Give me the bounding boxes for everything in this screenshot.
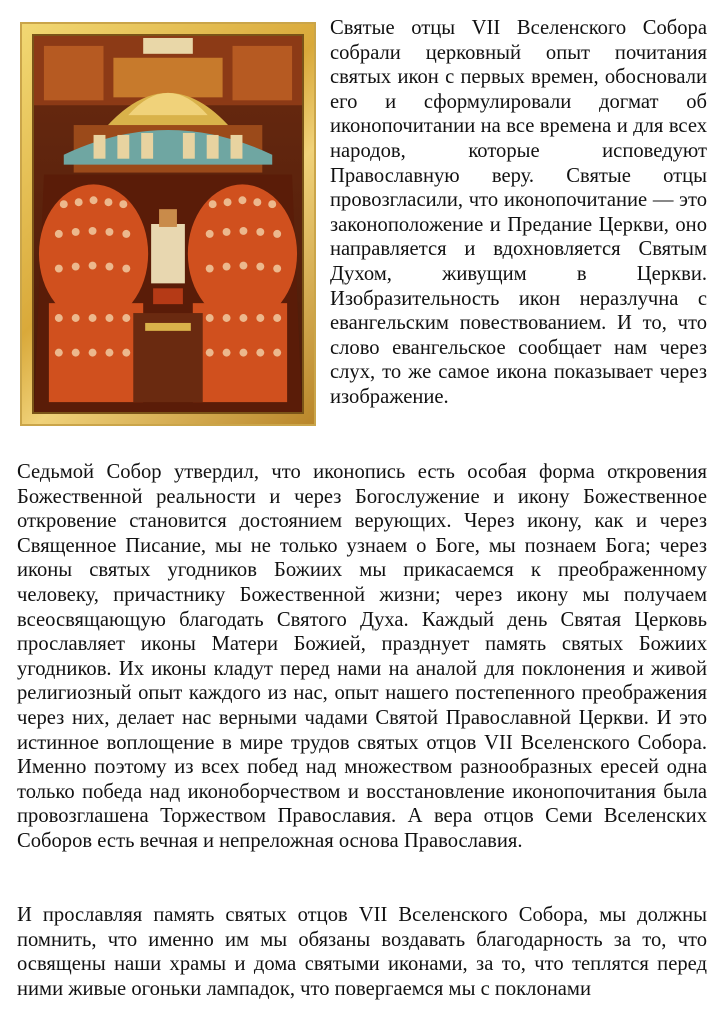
- closing-paragraph: И прославляя память святых отцов VII Вселенского Собора, мы должны помнить, что именно им мы обязаны воздавать благодарность за то, что освящены наши храмы и дома святыми иконами, за то, что теплятся перед ними живые огоньки лампадок, что повергаемся мы с поклонами: [17, 904, 707, 1000]
- intro-paragraph: Святые отцы VII Вселенского Собора собрали церковный опыт почитания святых икон с первых времен, обосновали его и сформулировали догмат об иконопочитании на все времена и для всех народов, которые исповедуют Православную веру. Святые отцы провозгласили, что иконопочитание — это законоположение и Предание Церкви, оно направляется и вдохновляется Святым Духом, живущим в Церкви. Изобразительность икон неразлучна с евангельским повествованием. И то, что слово евангельское сообщает нам через слух, то же самое икона показывает через изображение.: [330, 17, 707, 408]
- main-paragraph: Седьмой Собор утвердил, что иконопись есть особая форма откровения Божественной реальности и через Богослужение и икону Божественное откровение становится достоянием верующих. Через икону, как и через Священное Писание, мы не только узнаем о Боге, мы познаем Бога; через иконы святых угодников Божиих мы прикасаемся к преображенному человеку, причастнику Божественной жизни; через икону мы получаем всеосвящающую благодать Святого Духа. Каждый день Святая Церковь прославляет иконы Матери Божией, празднует память святых Божиих угодников. Их иконы кладут перед нами на аналой для поклонения и живой религиозный опыт каждого из нас, опыт нашего постепенного преображения через них, делает нас верными чадами Святой Православной Церкви. И это истинное воплощение в мире трудов святых отцов VII Вселенского Собора. Именно поэтому из всех побед над множеством разнообразных ересей одна только победа над иконоборчеством и восстановление иконопочитания была провозглашена Торжеством Православия. А вера отцов Семи Вселенских Соборов есть вечная и непреложная основа Православия.: [17, 461, 707, 852]
- council-icon-frame: [20, 22, 316, 426]
- council-icon-image: [32, 34, 304, 414]
- council-icon-illustration: [34, 36, 302, 412]
